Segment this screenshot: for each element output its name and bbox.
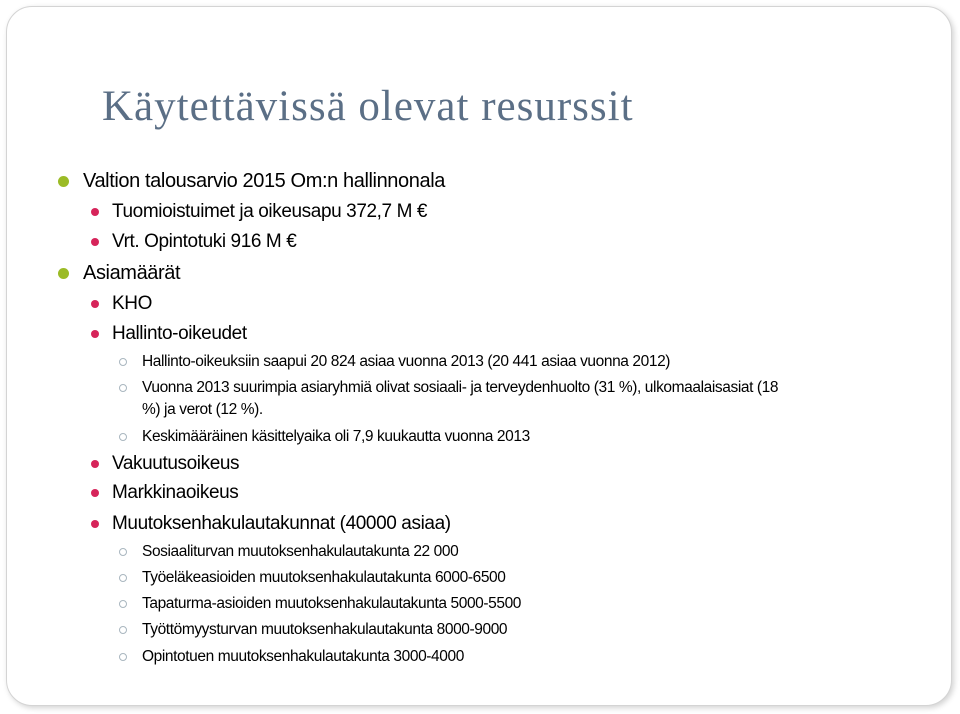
bullet-text-level-3: Tapaturma-asioiden muutoksenhakulautakunta 5000-5500 <box>142 595 522 612</box>
bullet-dot-icon <box>91 330 99 338</box>
bullet-dot-icon <box>119 574 127 582</box>
bullet-dot-icon <box>119 548 127 556</box>
bullet-text-level-3: Työeläkeasioiden muutoksenhakulautakunta 6000-6500 <box>142 569 506 586</box>
bullet-dot-icon <box>91 300 99 308</box>
bullet-continuation-text: %) ja verot (12 %). <box>142 401 263 418</box>
bullet-text-level-3: Keskimääräinen käsittelyaika oli 7,9 kuukautta vuonna 2013 <box>142 428 530 445</box>
bullet-dot-icon <box>91 520 99 528</box>
bullet-text-level-3: Sosiaaliturvan muutoksenhakulautakunta 22 000 <box>142 543 459 560</box>
bullet-text-level-1: Asiamäärät <box>83 261 181 284</box>
bullet-text-level-2: Muutoksenhakulautakunnat (40000 asiaa) <box>112 513 451 534</box>
bullet-text-level-1: Valtion talousarvio 2015 Om:n hallinnonala <box>83 169 445 192</box>
bullet-dot-icon <box>91 238 99 246</box>
bullet-dot-icon <box>91 208 99 216</box>
bullet-dot-icon <box>119 433 127 441</box>
bullet-text-level-3: Hallinto-oikeuksiin saapui 20 824 asiaa vuonna 2013 (20 441 asiaa vuonna 2012) <box>142 353 671 370</box>
bullet-dot-icon <box>119 600 127 608</box>
bullet-text-level-2: Vakuutusoikeus <box>112 453 240 474</box>
bullet-text-level-2: Hallinto-oikeudet <box>112 323 247 344</box>
bullet-dot-icon <box>119 384 127 392</box>
bullet-text-level-3: Opintotuen muutoksenhakulautakunta 3000-4000 <box>142 648 464 665</box>
bullet-dot-icon <box>58 268 69 279</box>
bullet-dot-icon <box>119 626 127 634</box>
bullet-text-level-2: Tuomioistuimet ja oikeusapu 372,7 M € <box>112 201 428 222</box>
bullet-dot-icon <box>91 460 99 468</box>
bullet-text-level-3: Vuonna 2013 suurimpia asiaryhmiä olivat sosiaali- ja terveydenhuolto (31 %), ulkomaalaisasiat (18 <box>142 379 779 396</box>
bullet-text-level-2: Vrt. Opintotuki 916 M € <box>112 231 297 252</box>
bullet-text-level-3: Työttömyysturvan muutoksenhakulautakunta 8000-9000 <box>142 621 508 638</box>
bullet-dot-icon <box>91 489 99 497</box>
slide-title: Käytettävissä olevat resurssit <box>102 83 634 130</box>
bullet-dot-icon <box>119 358 127 366</box>
bullet-dot-icon <box>58 176 69 187</box>
bullet-text-level-2: Markkinaoikeus <box>112 482 239 503</box>
bullet-text-level-2: KHO <box>112 293 152 314</box>
bullet-dot-icon <box>119 653 127 661</box>
